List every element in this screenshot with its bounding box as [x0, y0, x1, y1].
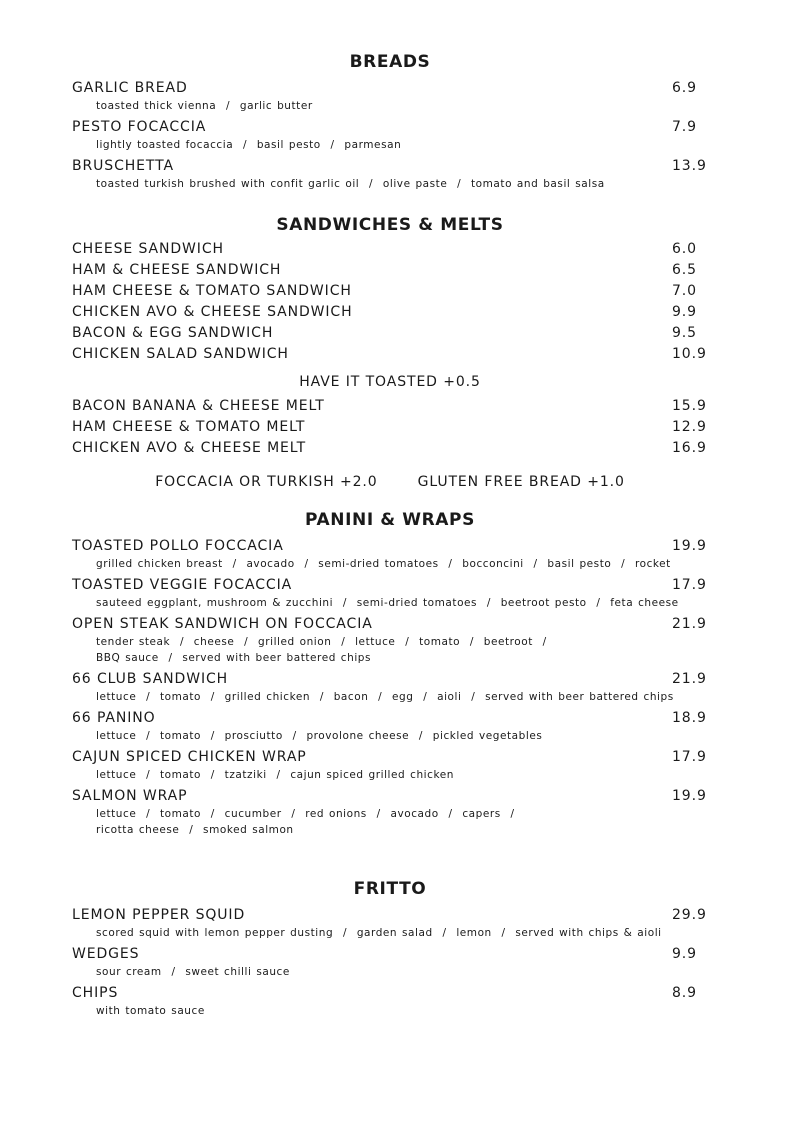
menu-item-header [72, 983, 708, 1003]
menu-item-price: 17.9 [672, 577, 707, 593]
menu-item-name: WEDGES [72, 946, 140, 962]
menu-item-price: 21.9 [672, 671, 707, 687]
menu-item-header [72, 302, 708, 323]
menu-item-header [72, 786, 708, 806]
section-title-breads: BREADS [349, 52, 431, 72]
menu-item-name: CHICKEN AVO & CHEESE SANDWICH [72, 304, 353, 320]
menu-item [72, 905, 708, 944]
menu-item-price: 7.9 [672, 119, 697, 135]
menu-item [72, 417, 708, 438]
bread-option-turkish: FOCCACIA OR TURKISH +2.0 [155, 474, 378, 490]
menu-item [72, 536, 708, 575]
section-title-fritto: FRITTO [353, 879, 427, 899]
menu-item [72, 669, 708, 708]
menu-item [72, 786, 708, 841]
menu-item-header [72, 281, 708, 302]
menu-item-description-line: BBQ sauce / served with beer battered chips [96, 652, 372, 664]
menu-item-name: LEMON PEPPER SQUID [72, 907, 246, 923]
menu-item-name: BRUSCHETTA [72, 158, 174, 174]
menu-item-description-line: lightly toasted focaccia / basil pesto / parmesan [96, 139, 402, 151]
menu-item-price: 17.9 [672, 749, 707, 765]
menu-item-name: CAJUN SPICED CHICKEN WRAP [72, 749, 307, 765]
menu-item-price: 29.9 [672, 907, 707, 923]
menu-item-description [72, 925, 708, 944]
menu-item-description [72, 556, 708, 575]
section-title-panini: PANINI & WRAPS [305, 510, 475, 530]
menu-item-price: 15.9 [672, 398, 707, 414]
menu-item-description-line: lettuce / tomato / grilled chicken / bacon / egg / aioli / served with beer battered chips [96, 691, 674, 703]
menu-item [72, 78, 708, 117]
menu-item-price: 13.9 [672, 158, 707, 174]
menu-item-price: 8.9 [672, 985, 697, 1001]
menu-item [72, 983, 708, 1022]
menu-item [72, 117, 708, 156]
menu-item-description [72, 98, 708, 117]
menu-item-header [72, 323, 708, 344]
menu-item-description [72, 595, 708, 614]
menu-item [72, 575, 708, 614]
menu-item-name: CHICKEN SALAD SANDWICH [72, 346, 289, 362]
section-title-sandwiches: SANDWICHES & MELTS [276, 215, 504, 235]
section-breads [72, 50, 708, 195]
menu-item-description-line: toasted thick vienna / garlic butter [96, 100, 313, 112]
menu-item-name: PESTO FOCACCIA [72, 119, 207, 135]
menu-item-description-line: sour cream / sweet chilli sauce [96, 966, 290, 978]
menu-item-header [72, 344, 708, 365]
menu-item-header [72, 156, 708, 176]
menu-item-name: TOASTED POLLO FOCCACIA [72, 538, 284, 554]
menu-item-price: 12.9 [672, 419, 707, 435]
menu-item [72, 344, 708, 365]
menu-item-description-line: lettuce / tomato / cucumber / red onions / avocado / capers / [96, 808, 515, 820]
menu-item-name: GARLIC BREAD [72, 80, 188, 96]
menu-item-header [72, 708, 708, 728]
menu-item-header [72, 117, 708, 137]
menu-item-price: 18.9 [672, 710, 707, 726]
menu-item-header [72, 944, 708, 964]
menu-item-name: SALMON WRAP [72, 788, 188, 804]
menu-item [72, 156, 708, 195]
menu-item-description-line: sauteed eggplant, mushroom & zucchini / semi-dried tomatoes / beetroot pesto / feta cheese [96, 597, 679, 609]
menu-item [72, 944, 708, 983]
menu-item-header [72, 905, 708, 925]
menu-item-description-line: with tomato sauce [96, 1005, 205, 1017]
menu-item-price: 9.9 [672, 946, 697, 962]
menu-item-description [72, 176, 708, 195]
menu-item-description [72, 767, 708, 786]
menu-item-name: CHEESE SANDWICH [72, 241, 224, 257]
menu-item-description [72, 728, 708, 747]
menu-item-name: CHICKEN AVO & CHEESE MELT [72, 440, 307, 456]
bread-options [72, 472, 708, 492]
menu [72, 50, 708, 1022]
menu-item [72, 239, 708, 260]
section-panini [72, 508, 708, 841]
menu-item-header [72, 438, 708, 459]
section-sandwiches [72, 213, 708, 492]
menu-item-description-line: scored squid with lemon pepper dusting / garden salad / lemon / served with chips & aioli [96, 927, 662, 939]
section-fritto [72, 877, 708, 1022]
menu-item-name: 66 PANINO [72, 710, 156, 726]
menu-item-header [72, 239, 708, 260]
menu-item-name: HAM CHEESE & TOMATO SANDWICH [72, 283, 352, 299]
menu-item-price: 6.5 [672, 262, 697, 278]
menu-item-description [72, 964, 708, 983]
menu-item [72, 438, 708, 459]
menu-item-price: 6.0 [672, 241, 697, 257]
menu-item-description-line: toasted turkish brushed with confit garlic oil / olive paste / tomato and basil salsa [96, 178, 605, 190]
menu-item-name: HAM & CHEESE SANDWICH [72, 262, 282, 278]
menu-item-price: 16.9 [672, 440, 707, 456]
menu-item [72, 708, 708, 747]
menu-item-price: 9.5 [672, 325, 697, 341]
bread-option-gluten-free: GLUTEN FREE BREAD +1.0 [417, 474, 625, 490]
toasted-note: HAVE IT TOASTED +0.5 [299, 374, 481, 390]
menu-item-header [72, 669, 708, 689]
menu-item [72, 396, 708, 417]
menu-item-header [72, 536, 708, 556]
menu-item-name: 66 CLUB SANDWICH [72, 671, 229, 687]
menu-item-description [72, 1003, 708, 1022]
menu-item-price: 10.9 [672, 346, 707, 362]
menu-item [72, 260, 708, 281]
menu-item-description [72, 634, 708, 669]
menu-item-price: 9.9 [672, 304, 697, 320]
menu-item [72, 281, 708, 302]
menu-item-name: BACON BANANA & CHEESE MELT [72, 398, 325, 414]
menu-item-description-line: tender steak / cheese / grilled onion / lettuce / tomato / beetroot / [96, 636, 547, 648]
menu-item [72, 747, 708, 786]
menu-item-price: 7.0 [672, 283, 697, 299]
menu-item-name: OPEN STEAK SANDWICH ON FOCCACIA [72, 616, 373, 632]
menu-item-price: 19.9 [672, 788, 707, 804]
menu-item [72, 323, 708, 344]
menu-item-header [72, 260, 708, 281]
menu-item [72, 302, 708, 323]
menu-item-header [72, 417, 708, 438]
menu-item-name: CHIPS [72, 985, 119, 1001]
menu-item-description-line: lettuce / tomato / prosciutto / provolone cheese / pickled vegetables [96, 730, 543, 742]
menu-item-description [72, 689, 708, 708]
menu-item-name: TOASTED VEGGIE FOCACCIA [72, 577, 293, 593]
menu-item-description-line: lettuce / tomato / tzatziki / cajun spiced grilled chicken [96, 769, 454, 781]
menu-item-description-line: ricotta cheese / smoked salmon [96, 824, 294, 836]
menu-item-header [72, 614, 708, 634]
menu-item [72, 614, 708, 669]
menu-item-price: 6.9 [672, 80, 697, 96]
menu-item-name: BACON & EGG SANDWICH [72, 325, 274, 341]
menu-item-description [72, 806, 708, 841]
menu-item-header [72, 575, 708, 595]
menu-item-header [72, 396, 708, 417]
menu-item-header [72, 747, 708, 767]
menu-item-header [72, 78, 708, 98]
menu-item-name: HAM CHEESE & TOMATO MELT [72, 419, 306, 435]
menu-item-description-line: grilled chicken breast / avocado / semi-dried tomatoes / bocconcini / basil pesto / rocket [96, 558, 671, 570]
menu-item-description [72, 137, 708, 156]
menu-item-price: 21.9 [672, 616, 707, 632]
menu-item-price: 19.9 [672, 538, 707, 554]
